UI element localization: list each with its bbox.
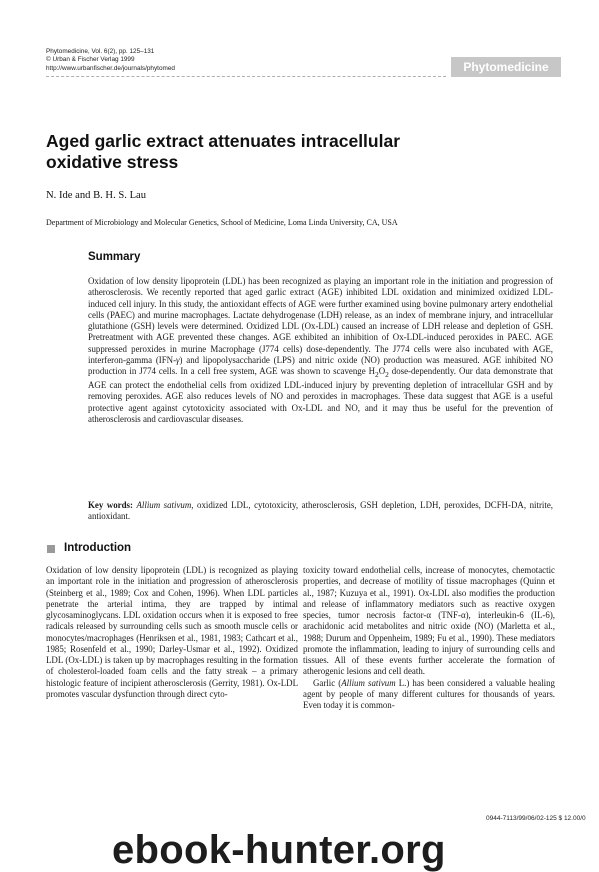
summary-segment: ) and lipopolysaccharide (LPS) and nitric oxide (NO) production was measured. AGE inhibited NO production in J774 cells. In a cell free system, AGE was shown to scavenge H	[88, 354, 554, 376]
title-line: oxidative stress	[46, 152, 179, 172]
journal-info	[46, 48, 175, 73]
intro-right-column	[303, 565, 555, 711]
article-title	[46, 131, 506, 173]
title-line: Aged garlic extract attenuates intracellular	[46, 131, 401, 151]
watermark: ebook-hunter.org	[112, 828, 446, 872]
alpha-symbol: α	[460, 610, 466, 620]
keywords-label: Key words:	[88, 500, 133, 510]
alpha-symbol: α	[426, 610, 431, 620]
section-marker-icon	[47, 545, 55, 553]
intro-segment: (TNF-	[431, 610, 461, 620]
intro-segment: L.) has been considered a valuable healing agent by people of many different cultures for thousands of years. Even today it is common-	[303, 677, 555, 710]
affiliation: Department of Microbiology and Molecular Genetics, School of Medicine, Loma Linda University, CA, USA	[46, 218, 398, 227]
journal-citation: Phytomedicine, Vol. 6(2), pp. 125–131	[46, 48, 155, 55]
summary-heading: Summary	[88, 251, 141, 263]
gamma-symbol: γ	[176, 354, 180, 365]
header-rule	[46, 76, 446, 77]
subscript: 2	[375, 369, 379, 379]
intro-paragraph	[303, 678, 555, 712]
subscript: 2	[385, 369, 389, 379]
summary-segment: Oxidation of low density lipoprotein (LDL) has been recognized as playing an important role in the initiation and progression of atherosclerosis. We recently reported that aged garlic extract (AGE) inhibited LDL oxidation and minimized oxidized LDL-induced cell injury. In this study, the antioxidant effects of AGE were further examined using bovine pulmonary artery endothelial cells (PAEC) and murine macrophages. Lactate dehydrogenase (LDH) release, as an index of membrane injury, and intracellular glutathione (GSH) levels were determined. Oxidized LDL (Ox-LDL) caused an increase of LDH release and depletion of GSH. Pretreatment with AGE prevented these changes. AGE exhibited an inhibition of Ox-LDL-induced peroxides in PAEC. AGE suppressed peroxides in murine Macrophage (J774 cells) dose-dependently. The J774 cells were also incubated with AGE, interferon-gamma (IFN-	[88, 276, 553, 365]
keywords-list: oxidized LDL, cytotoxicity, atherosclerosis, GSH depletion, LDH, peroxides, DCFH-DA, nitrite, antioxidant.	[88, 500, 553, 522]
publisher-copyright: © Urban & Fischer Verlag 1999	[46, 56, 135, 64]
authors: N. Ide and B. H. S. Lau	[46, 190, 147, 201]
intro-segment: toxicity toward endothelial cells, increase of monocytes, chemotactic properties, and decrease of motility of tissue macrophages (Quinn et al., 1987; Kuzuya et al., 1991). Ox-LDL also modifies the production and release of inflammatory mediators such as reactive oxygen species, tumor necrosis factor-	[303, 565, 555, 620]
intro-left-column: Oxidation of low density lipoprotein (LDL) is recognized as playing an important role in the initiation and progression of atherosclerosis (Steinberg et al., 1989; Cox and Cohen, 1996). When LDL particles penetrate the arterial intima, they are trapped by intimal glycosaminoglycans. LDL oxidation occurs when it is exposed to free radicals released by surrounding cells such as smooth muscle cells or monocytes/macrophages (Henriksen et al., 1981, 1983; Cathcart et al., 1985; Rosenfeld et al., 1990; Darley-Usmar et al., 1992). Oxidized LDL (Ox-LDL) is taken up by macrophages resulting in the formation of cholesterol-loaded foam cells and the fatty streak – a primary histologic feature of incipient atherosclerosis (Gerrity, 1981). Ox-LDL promotes vascular dysfunction through direct cyto-	[46, 565, 298, 699]
summary-segment: O	[378, 366, 386, 376]
intro-italic: Allium sativum	[341, 677, 396, 688]
keywords	[88, 500, 553, 523]
keywords-italic: Allium sativum,	[136, 500, 194, 510]
journal-url[interactable]: http://www.urbanfischer.de/journals/phytomed	[46, 64, 175, 72]
intro-segment: ), interleukin-6 (IL-6), arachidonic acid metabolites and nitric oxide (NO) (Marletta et al., 1988; Durum and Oppenheim, 1989; Fu et al., 1990). These mediators promote the inflammation, leading to injury of surrounding cells and tissues. All of these events further accelerate the formation of atherogenic lesions and cell death.	[303, 610, 555, 677]
introduction-heading: Introduction	[64, 542, 132, 554]
article-code: 0944-7113/99/06/02-125 $ 12.00/0	[486, 815, 586, 822]
intro-paragraph	[303, 565, 555, 676]
intro-segment: Garlic (	[313, 677, 342, 688]
journal-logo: Phytomedicine	[451, 57, 561, 77]
summary-segment: dose-dependently. Our data demonstrate that AGE can protect the endothelial cells from oxidized LDL-induced injury by preventing depletion of intracellular GSH and by removing peroxides. AGE also reduces levels of NO and peroxides in macrophages. These data suggest that AGE is a useful protective agent against cytotoxicity associated with Ox-LDL and NO, and it may thus be useful for the prevention of atherosclerosis and cardiovascular diseases.	[88, 366, 554, 424]
summary-text	[88, 276, 553, 425]
